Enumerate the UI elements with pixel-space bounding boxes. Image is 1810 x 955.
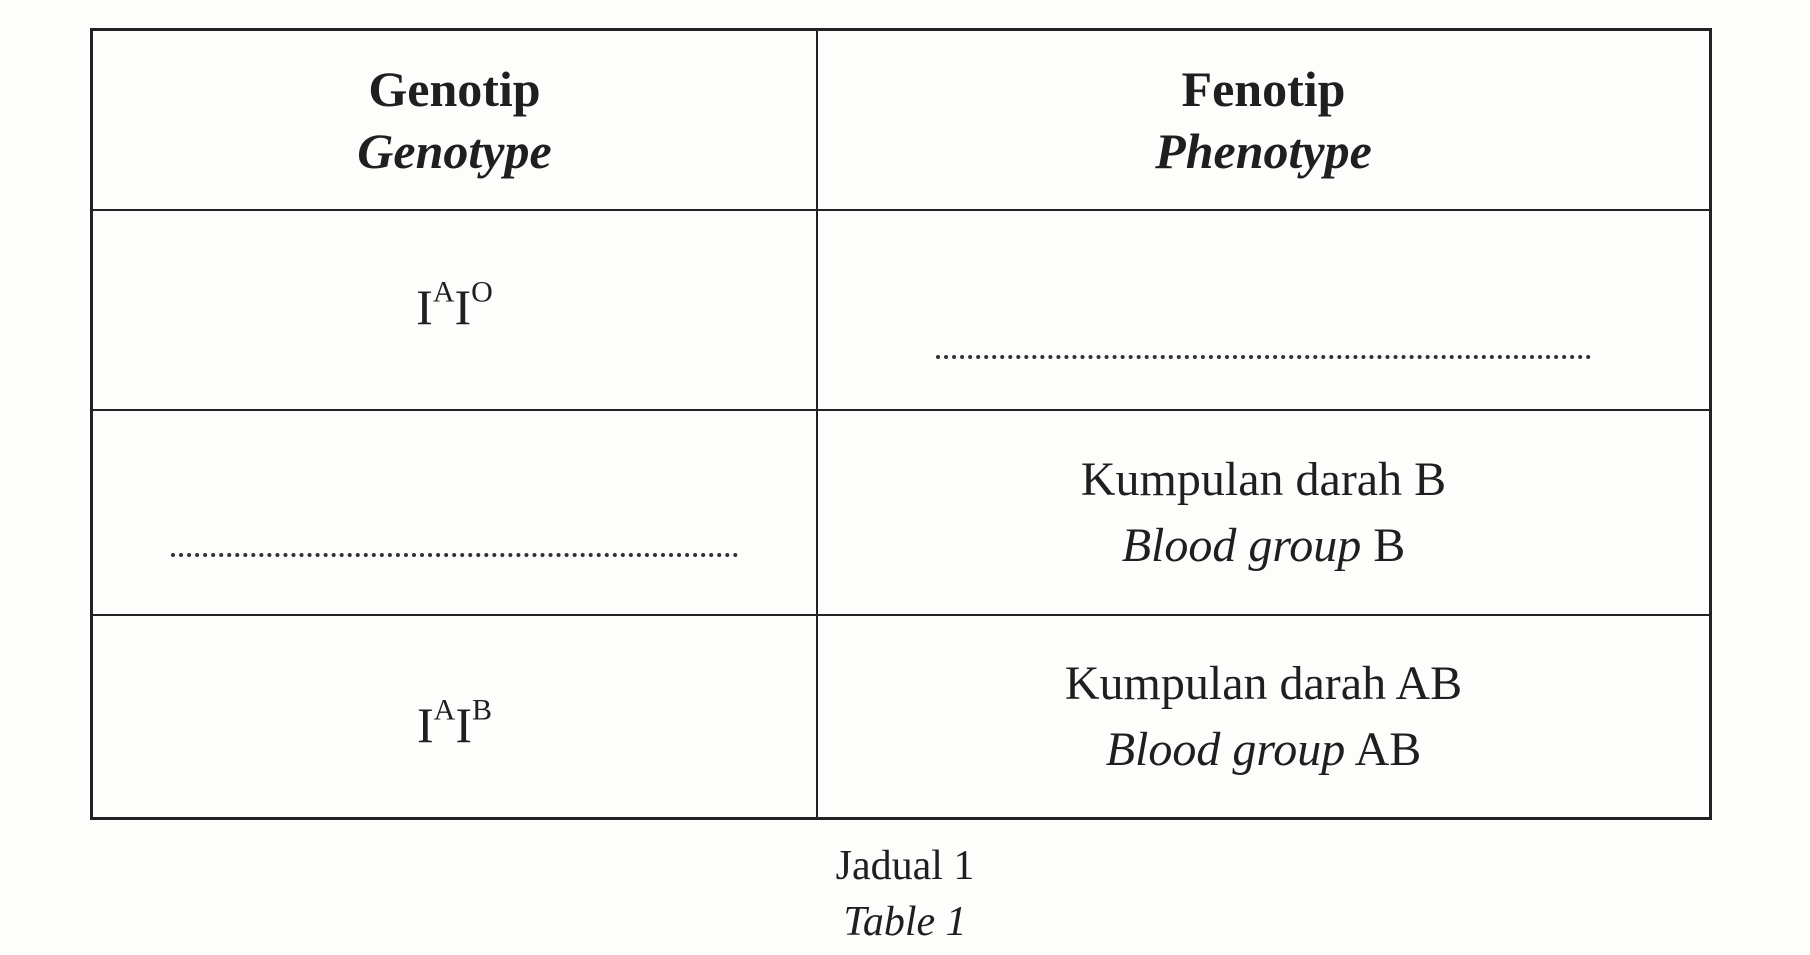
row2-genotype-cell[interactable] (93, 411, 818, 616)
header-phenotype-en: Phenotype (1155, 123, 1372, 179)
row2-phenotype-cell (818, 411, 1709, 616)
row3-genotype (417, 695, 492, 755)
header-phenotype (818, 31, 1709, 211)
row1-phenotype-cell[interactable] (818, 211, 1709, 411)
row1-allele1-sup: A (432, 275, 455, 309)
row2-phenotype-en (1122, 513, 1406, 579)
genotype-phenotype-table (90, 28, 1712, 820)
row1-genotype-cell (93, 211, 818, 411)
row3-phenotype-en-italic: Blood group (1105, 722, 1346, 776)
header-genotype (93, 31, 818, 211)
header-genotype-ms: Genotip (368, 61, 541, 117)
header-genotype-en: Genotype (357, 123, 552, 179)
row3-phenotype-en (1106, 717, 1422, 783)
answer-blank-line[interactable] (171, 553, 738, 557)
row3-phenotype-cell (818, 616, 1709, 817)
row2-phenotype-en-suffix: B (1361, 518, 1406, 572)
table-caption-en: Table 1 (843, 899, 967, 945)
row3-phenotype-ms: Kumpulan darah AB (1064, 656, 1463, 710)
row1-allele1: I (416, 279, 433, 335)
row1-allele2: I (454, 279, 472, 335)
row3-allele1: I (417, 696, 434, 753)
row3-genotype-cell (93, 616, 818, 817)
row2-phenotype-ms: Kumpulan darah B (1080, 452, 1447, 506)
row3-allele2: I (455, 696, 472, 753)
row1-genotype (416, 277, 493, 337)
row3-phenotype-en-suffix: AB (1345, 722, 1422, 776)
row3-allele1-sup: A (433, 693, 456, 726)
row2-phenotype-en-italic: Blood group (1121, 518, 1362, 572)
header-phenotype-ms: Fenotip (1181, 61, 1346, 117)
row3-allele2-sup: B (471, 693, 492, 726)
row1-allele2-sup: O (471, 275, 493, 309)
answer-blank-line[interactable] (936, 355, 1591, 359)
table-caption-ms: Jadual 1 (835, 843, 975, 889)
